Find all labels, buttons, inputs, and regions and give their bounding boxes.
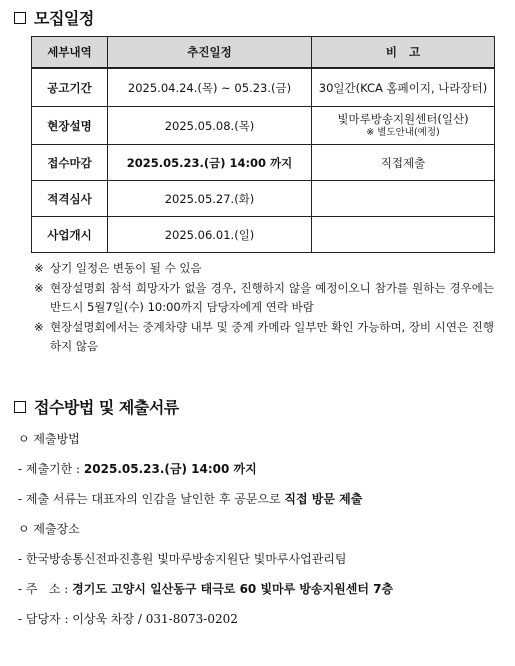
- table-row: [32, 181, 495, 217]
- section-title-text: 접수방법 및 제출서류: [34, 398, 179, 417]
- table-row: [32, 217, 495, 253]
- note-text: 30일간(KCA 홈페이지, 나라장터): [318, 80, 488, 95]
- contact-line: - 담당자 : 이상욱 차장 / 031-8073-0202: [18, 612, 238, 626]
- note-item: [34, 279, 494, 318]
- row-schedule: 2025.06.01.(일): [108, 217, 312, 253]
- note-text: 빛마루방송지원센터(일산): [337, 111, 469, 126]
- method-heading: ㅇ 제출방법: [18, 432, 80, 446]
- row-label: 공고기간: [32, 68, 108, 107]
- row-note: [312, 68, 495, 107]
- checkbox-square-icon: [14, 401, 26, 413]
- row-schedule: 2025.05.23.(금) 14:00 까지: [108, 145, 312, 181]
- header-cell: 세부내역: [32, 37, 108, 69]
- row-note: [312, 181, 495, 217]
- table-row: [32, 68, 495, 107]
- row-note: 직접제출: [312, 145, 495, 181]
- org-line: - 한국방송통신전파진흥원 빛마루방송지원단 빛마루사업관리팀: [18, 552, 347, 566]
- note-text: 현장설명회에서는 중계차량 내부 및 중계 카메라 일부만 확인 가능하며, 장비 시연은 진행하지 않음: [50, 319, 494, 353]
- table-header-row: [32, 37, 495, 69]
- row-label: 접수마감: [32, 145, 108, 181]
- note-text: 상기 일정은 변동이 될 수 있음: [50, 261, 202, 275]
- row-label: 현장설명: [32, 107, 108, 145]
- row-schedule: 2025.05.27.(화): [108, 181, 312, 217]
- docs-prefix: - 제출 서류는 대표자의 인감을 날인한 후 공문으로: [18, 492, 285, 506]
- schedule-table: [31, 36, 495, 253]
- row-schedule: 2025.05.08.(목): [108, 107, 312, 145]
- note-text: 현장설명회 참석 희망자가 없을 경우, 진행하지 않을 예정이오니 참가를 원하는 경우에는 반드시 5월7일(수) 10:00까지 담당자에게 연락 바람: [50, 280, 494, 314]
- address-prefix: - 주 소 :: [18, 582, 73, 596]
- row-note: [312, 217, 495, 253]
- address-line: [18, 580, 393, 597]
- address-value: 경기도 고양시 일산동구 태극로 60 빛마루 방송지원센터 7층: [72, 582, 394, 596]
- schedule-notes: [34, 259, 494, 357]
- section-title-submission: [14, 395, 179, 418]
- note-mark: ※: [34, 261, 44, 275]
- row-schedule: 2025.04.24.(목) ~ 05.23.(금): [108, 68, 312, 107]
- note-subtext: ※ 별도안내(예정): [366, 126, 440, 138]
- header-cell: 비 고: [312, 37, 495, 69]
- place-heading: ㅇ 제출장소: [18, 522, 80, 536]
- table-row: [32, 107, 495, 145]
- docs-line: [18, 490, 362, 507]
- row-label: 적격심사: [32, 181, 108, 217]
- deadline-value: 2025.05.23.(금) 14:00 까지: [83, 462, 257, 476]
- checkbox-square-icon: [14, 12, 26, 24]
- section-title-text: 모집일정: [34, 9, 94, 28]
- note-mark: ※: [34, 319, 44, 334]
- note-item: [34, 318, 494, 357]
- deadline-line: [18, 460, 257, 477]
- header-cell: 추진일정: [108, 37, 312, 69]
- deadline-prefix: - 제출기한 :: [18, 462, 84, 476]
- docs-bold: 직접 방문 제출: [284, 492, 363, 506]
- row-note: [312, 107, 495, 145]
- note-mark: ※: [34, 280, 44, 295]
- table-row: [32, 145, 495, 181]
- note-item: [34, 259, 494, 279]
- row-label: 사업개시: [32, 217, 108, 253]
- section-title-schedule: [14, 6, 94, 29]
